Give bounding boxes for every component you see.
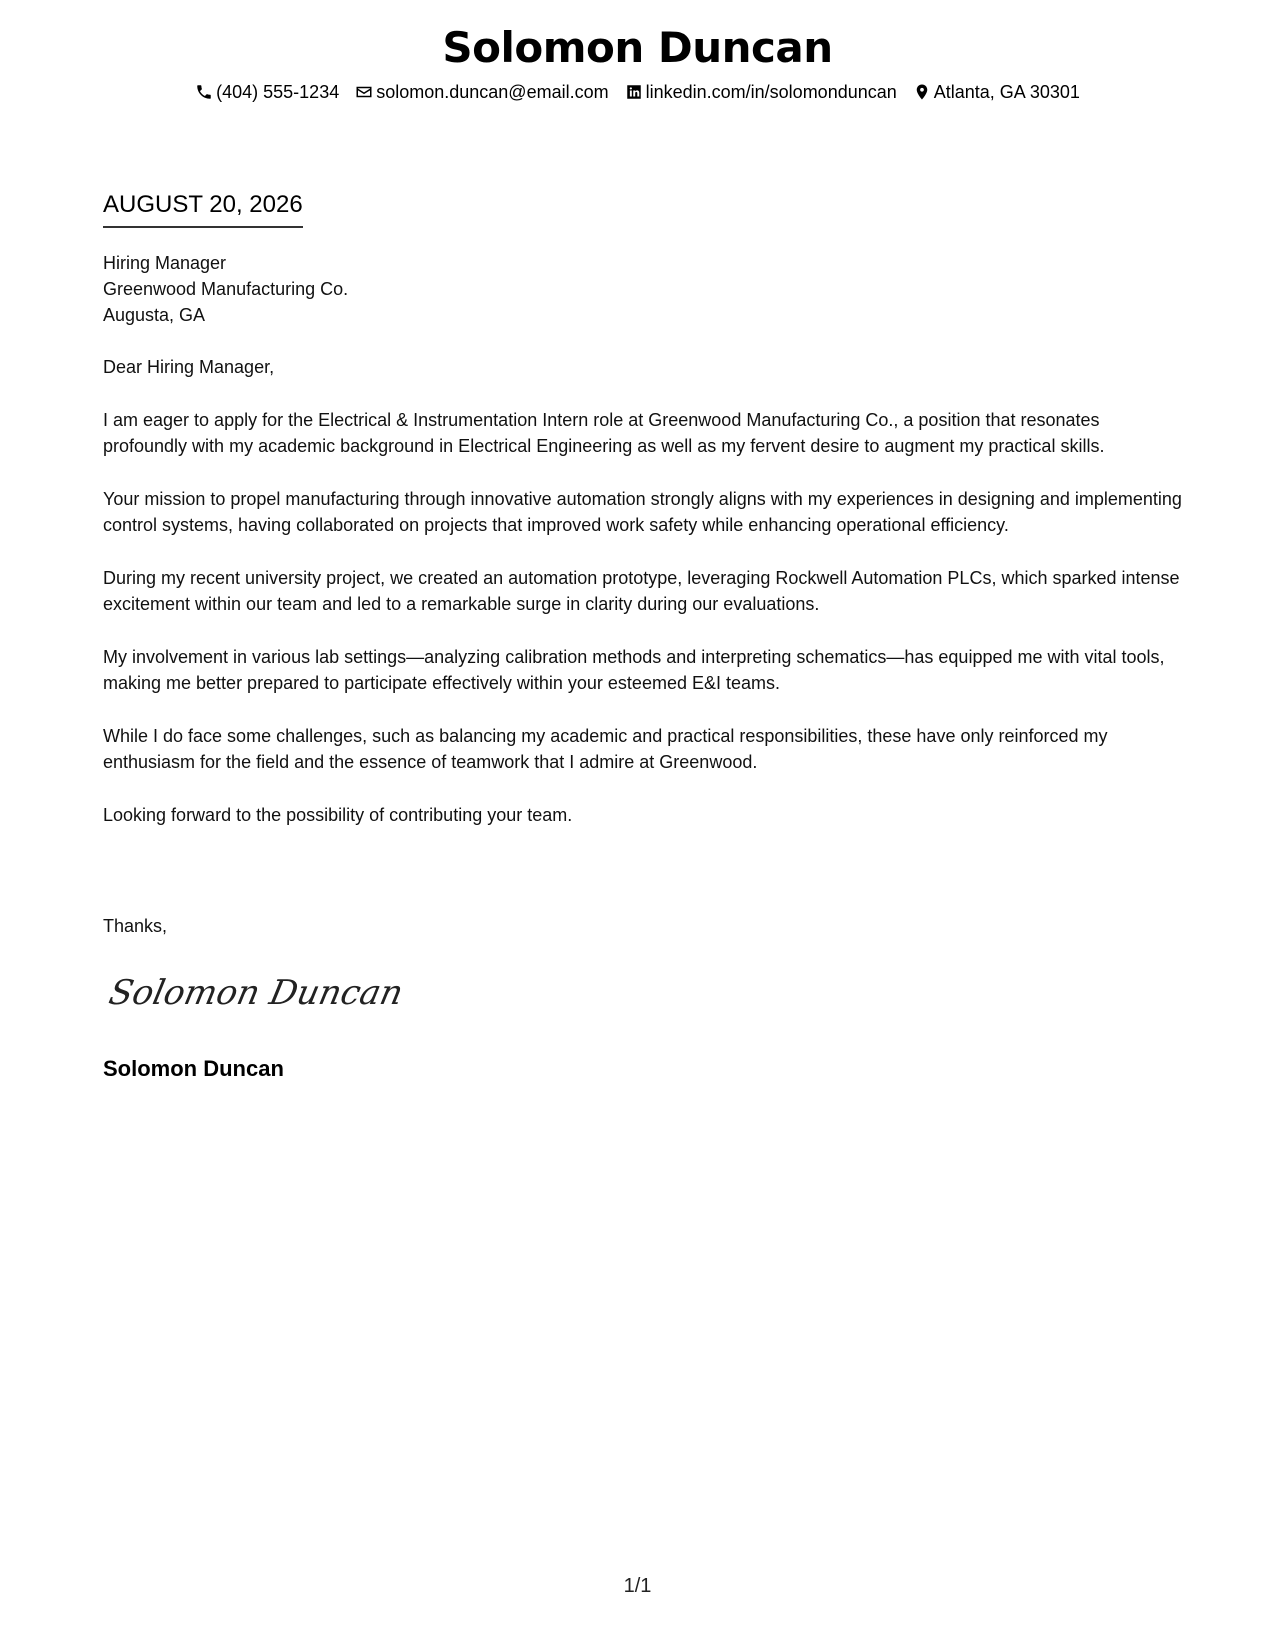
email-text[interactable]: solomon.duncan@email.com [376,82,609,102]
contact-location [913,80,1080,104]
closing: Thanks, [103,916,168,936]
recipient-company: Greenwood Manufacturing Co. [103,279,349,299]
body-paragraph: My involvement in various lab settings—analyzing calibration methods and interpreting schematics—has equipped me with vital tools, making me better prepared to participate effectively within your esteemed E&I teams. [103,647,1165,693]
body-paragraph: During my recent university project, we created an automation prototype, leveraging Rockwell Automation PLCs, which sparked intense excitement within our team and led to a remarkable surge in clarity during our evaluations. [103,568,1180,614]
recipient-title: Hiring Manager [103,253,227,273]
letter-body [103,250,1183,828]
body-paragraph: Your mission to propel manufacturing through innovative automation strongly aligns with my experiences in designing and implementing control systems, having collaborated on projects that improved work safety while enhancing operational efficiency. [103,489,1182,535]
letter-date: AUGUST 20, 2026 [103,190,303,228]
body-paragraph: I am eager to apply for the Electrical & Instrumentation Intern role at Greenwood Manufacturing Co., a position that resonates profoundly with my academic background in Electrical Engineering as well as my fervent desire to augment my practical skills. [103,410,1105,456]
page-number: 1/1 [623,1575,652,1597]
recipient-block [103,250,1183,328]
linkedin-icon [625,83,643,101]
phone-text: (404) 555-1234 [216,82,340,102]
contact-linkedin[interactable] [625,80,897,104]
handwritten-signature [103,968,407,1018]
signer-name: Solomon Duncan [103,1056,284,1081]
recipient-location: Augusta, GA [103,305,206,325]
contact-phone [195,80,339,104]
body-paragraph: While I do face some challenges, such as balancing my academic and practical responsibilities, these have only reinforced my enthusiasm for the field and the essence of teamwork that I admire at Greenwood. [103,726,1108,772]
envelope-icon [355,83,373,101]
map-pin-icon [913,83,931,101]
salutation: Dear Hiring Manager, [103,357,275,377]
signature-script: Solomon Duncan [105,973,407,1013]
contact-email[interactable] [355,80,608,104]
linkedin-text[interactable]: linkedin.com/in/solomonduncan [645,82,897,102]
body-paragraph: Looking forward to the possibility of contributing your team. [103,805,573,825]
phone-icon [195,83,213,101]
applicant-name: Solomon Duncan [442,23,833,72]
contact-bar [0,80,1275,104]
location-text: Atlanta, GA 30301 [933,82,1080,102]
